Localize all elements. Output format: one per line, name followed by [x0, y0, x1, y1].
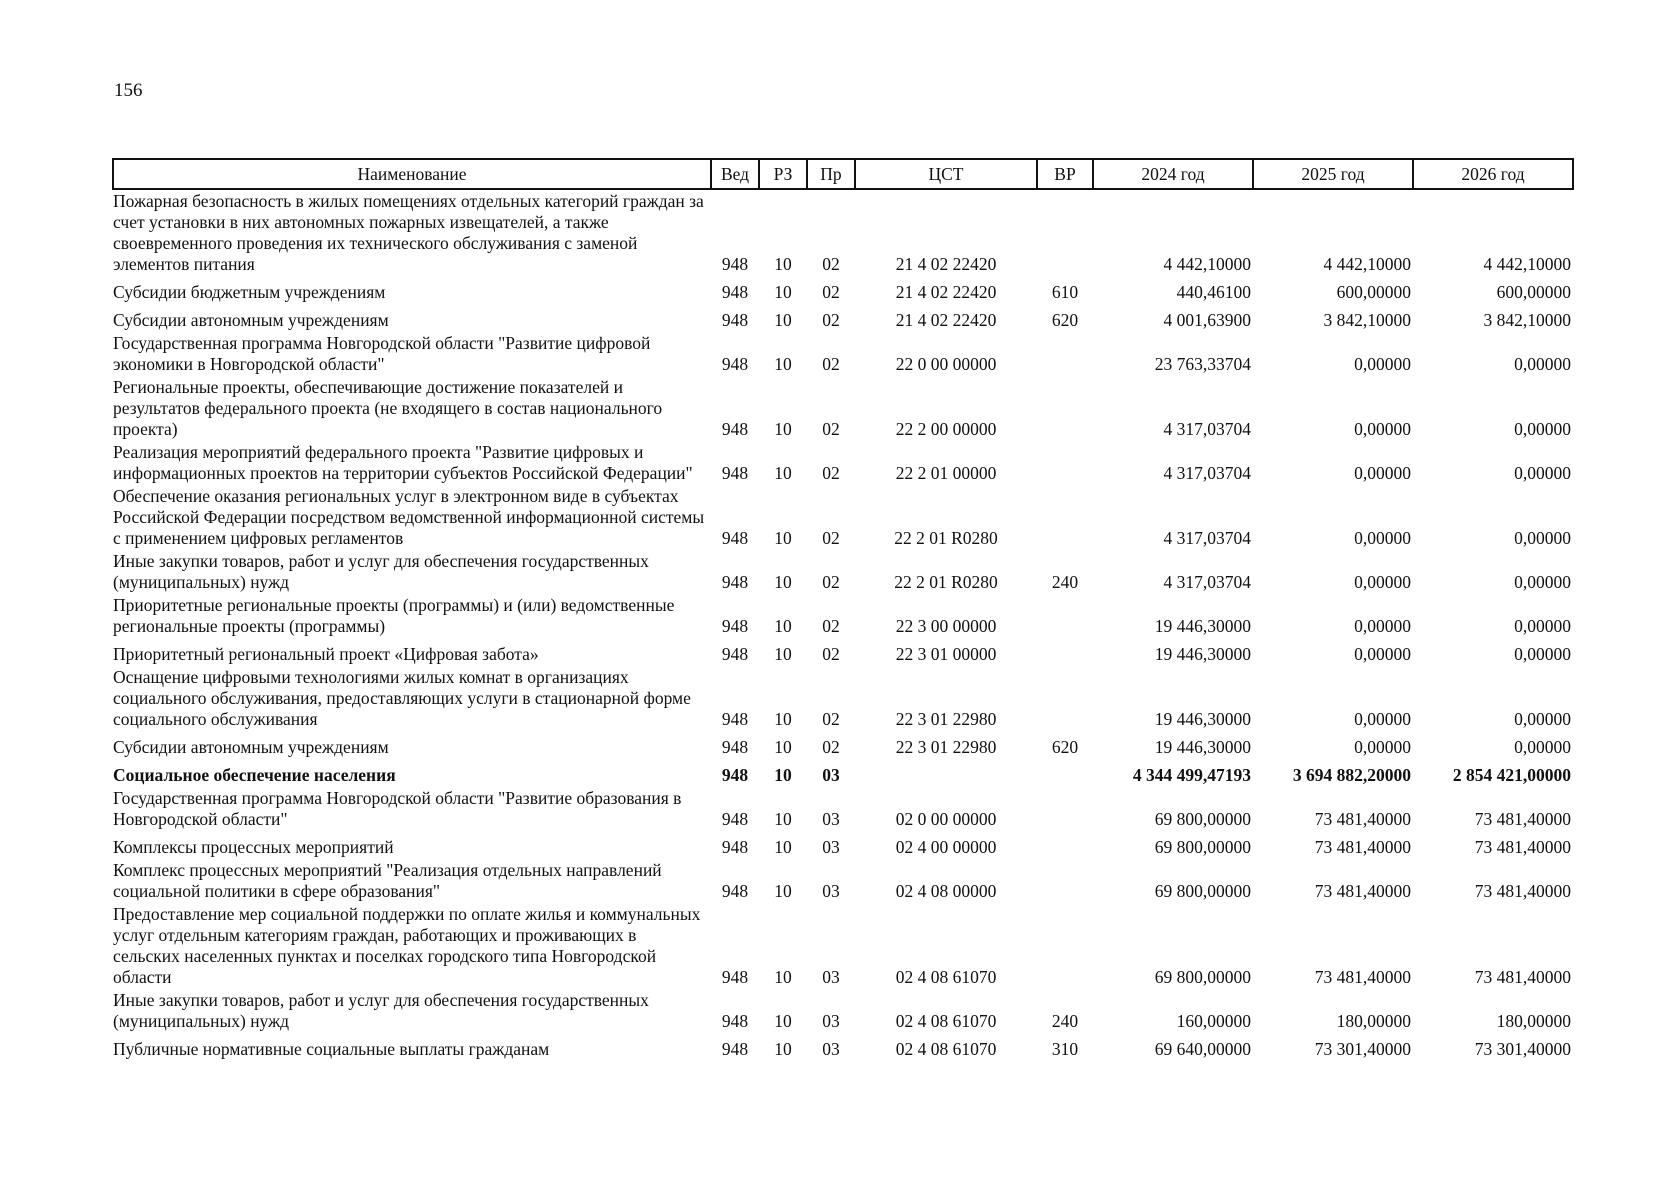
row-2025-cell: 0,00000 [1354, 737, 1411, 757]
table-row [113, 787, 1573, 831]
table-row [113, 759, 1573, 787]
row-cst-cell: 22 3 01 22980 [895, 709, 997, 729]
row-2024-cell: 19 446,30000 [1154, 737, 1251, 757]
row-cst-cell: 02 4 08 61070 [895, 1011, 997, 1031]
row-rz-cell: 10 [774, 254, 792, 274]
row-rz-cell: 10 [774, 419, 792, 439]
row-cst-cell: 22 3 00 00000 [895, 616, 997, 636]
row-cst-cell: 02 0 00 00000 [895, 809, 997, 829]
row-ved-cell: 948 [721, 419, 749, 439]
row-rz-cell: 10 [774, 881, 792, 901]
table-row [113, 276, 1573, 304]
row-ved-cell: 948 [721, 463, 749, 483]
table-row [113, 441, 1573, 485]
row-name-cell: Комплекс процессных мероприятий "Реализация отдельных направлений социальной политики в сфере образования" [113, 860, 662, 901]
table-row [113, 638, 1573, 666]
row-ved-cell: 948 [721, 809, 749, 829]
row-ved-cell: 948 [721, 1011, 749, 1031]
row-rz-cell: 10 [774, 354, 792, 374]
row-2026-cell: 73 481,40000 [1474, 967, 1571, 987]
row-ved-cell: 948 [721, 837, 749, 857]
page-number: 156 [114, 80, 143, 101]
row-2025-cell: 0,00000 [1354, 644, 1411, 664]
row-2025-cell: 600,00000 [1336, 282, 1411, 302]
row-pr-cell: 03 [822, 1011, 840, 1031]
row-rz-cell: 10 [774, 1011, 792, 1031]
row-2025-cell: 3 842,10000 [1323, 310, 1411, 330]
row-2026-cell: 0,00000 [1514, 644, 1571, 664]
row-pr-cell: 02 [822, 310, 840, 330]
row-cst-cell: 22 2 01 R0280 [894, 572, 998, 592]
row-pr-cell: 03 [822, 967, 840, 987]
row-vr-cell [1037, 594, 1093, 638]
row-2025-cell: 73 481,40000 [1314, 809, 1411, 829]
row-2024-cell: 19 446,30000 [1154, 616, 1251, 636]
row-cst-cell: 21 4 02 22420 [895, 254, 997, 274]
header-name: Наименование [113, 159, 711, 189]
row-2026-cell: 0,00000 [1514, 616, 1571, 636]
row-vr-cell [1037, 831, 1093, 859]
row-pr-cell: 02 [822, 572, 840, 592]
row-cst-cell: 21 4 02 22420 [895, 282, 997, 302]
table-row [113, 666, 1573, 731]
row-name-cell: Публичные нормативные социальные выплаты гражданам [113, 1039, 550, 1059]
header-ved: Вед [711, 159, 759, 189]
row-2025-cell: 73 481,40000 [1314, 837, 1411, 857]
row-vr-cell [1037, 903, 1093, 989]
row-vr-cell: 620 [1051, 310, 1079, 330]
row-rz-cell: 10 [774, 765, 792, 785]
table-row [113, 831, 1573, 859]
row-2024-cell: 69 800,00000 [1154, 809, 1251, 829]
row-2024-cell: 23 763,33704 [1154, 354, 1251, 374]
row-name-cell: Приоритетный региональный проект «Цифровая забота» [113, 644, 539, 664]
row-name-cell: Пожарная безопасность в жилых помещениях отдельных категорий граждан за счет установки в них автономных пожарных извещателей, а также своевременного проведения их технического обслуживания с заменой элементов питания [113, 191, 704, 274]
row-pr-cell: 03 [822, 837, 840, 857]
row-pr-cell: 03 [822, 881, 840, 901]
row-ved-cell: 948 [721, 354, 749, 374]
row-ved-cell: 948 [721, 881, 749, 901]
row-rz-cell: 10 [774, 572, 792, 592]
row-ved-cell: 948 [721, 572, 749, 592]
row-pr-cell: 02 [822, 616, 840, 636]
row-2024-cell: 19 446,30000 [1154, 709, 1251, 729]
row-cst-cell: 22 3 01 00000 [895, 644, 997, 664]
table-row [113, 304, 1573, 332]
table-row [113, 731, 1573, 759]
row-vr-cell: 240 [1051, 1011, 1079, 1031]
row-2025-cell: 0,00000 [1354, 709, 1411, 729]
header-2026: 2026 год [1413, 159, 1573, 189]
row-vr-cell [1037, 859, 1093, 903]
table-row [113, 1033, 1573, 1061]
row-2025-cell: 73 481,40000 [1314, 967, 1411, 987]
budget-table [112, 158, 1574, 1061]
row-rz-cell: 10 [774, 644, 792, 664]
row-vr-cell: 620 [1051, 737, 1079, 757]
row-rz-cell: 10 [774, 282, 792, 302]
header-vr: ВР [1037, 159, 1093, 189]
row-2026-cell: 0,00000 [1514, 737, 1571, 757]
table-header-row [113, 159, 1573, 189]
row-2025-cell: 0,00000 [1354, 463, 1411, 483]
row-ved-cell: 948 [721, 310, 749, 330]
row-vr-cell [1037, 485, 1093, 550]
row-2026-cell: 600,00000 [1496, 282, 1571, 302]
row-2026-cell: 73 481,40000 [1474, 809, 1571, 829]
row-cst-cell: 22 0 00 00000 [895, 354, 997, 374]
row-vr-cell: 240 [1051, 572, 1079, 592]
row-rz-cell: 10 [774, 616, 792, 636]
row-2026-cell: 0,00000 [1514, 572, 1571, 592]
row-name-cell: Социальное обеспечение населения [113, 765, 396, 785]
row-name-cell: Иные закупки товаров, работ и услуг для обеспечения государственных (муниципальных) нужд [113, 990, 649, 1031]
row-2026-cell: 0,00000 [1514, 463, 1571, 483]
header-2024: 2024 год [1093, 159, 1253, 189]
row-pr-cell: 02 [822, 282, 840, 302]
row-rz-cell: 10 [774, 1039, 792, 1059]
row-rz-cell: 10 [774, 837, 792, 857]
row-name-cell: Реализация мероприятий федерального проекта "Развитие цифровых и информационных проектов на территории субъектов Российской Федерации" [113, 442, 693, 483]
row-name-cell: Государственная программа Новгородской области "Развитие образования в Новгородской области" [113, 788, 682, 829]
row-2025-cell: 3 694 882,20000 [1292, 765, 1411, 785]
row-name-cell: Субсидии автономным учреждениям [113, 310, 389, 330]
row-name-cell: Обеспечение оказания региональных услуг в электронном виде в субъектах Российской Федерации посредством ведомственной информационной системы с применением цифровых регламентов [113, 486, 705, 548]
row-pr-cell: 03 [822, 1039, 840, 1059]
row-rz-cell: 10 [774, 967, 792, 987]
row-2026-cell: 73 481,40000 [1474, 881, 1571, 901]
row-cst-cell: 22 2 00 00000 [895, 419, 997, 439]
row-pr-cell: 02 [822, 463, 840, 483]
row-name-cell: Субсидии автономным учреждениям [113, 737, 389, 757]
table-row [113, 594, 1573, 638]
row-pr-cell: 02 [822, 354, 840, 374]
row-rz-cell: 10 [774, 310, 792, 330]
row-2026-cell: 73 301,40000 [1474, 1039, 1571, 1059]
row-cst-cell: 02 4 08 61070 [895, 1039, 997, 1059]
row-rz-cell: 10 [774, 809, 792, 829]
row-rz-cell: 10 [774, 463, 792, 483]
row-2025-cell: 0,00000 [1354, 528, 1411, 548]
row-cst-cell: 02 4 00 00000 [895, 837, 997, 857]
row-pr-cell: 03 [822, 765, 840, 785]
row-vr-cell [1037, 787, 1093, 831]
row-2025-cell: 73 301,40000 [1314, 1039, 1411, 1059]
row-2024-cell: 160,00000 [1176, 1011, 1251, 1031]
row-2024-cell: 4 317,03704 [1163, 572, 1251, 592]
row-rz-cell: 10 [774, 737, 792, 757]
row-2024-cell: 4 317,03704 [1163, 419, 1251, 439]
row-ved-cell: 948 [721, 967, 749, 987]
row-name-cell: Комплексы процессных мероприятий [113, 837, 394, 857]
row-cst-cell [855, 759, 1037, 787]
table-row [113, 903, 1573, 989]
row-ved-cell: 948 [721, 282, 749, 302]
row-cst-cell: 21 4 02 22420 [895, 310, 997, 330]
row-pr-cell: 02 [822, 737, 840, 757]
row-2026-cell: 0,00000 [1514, 419, 1571, 439]
row-pr-cell: 02 [822, 644, 840, 664]
row-2024-cell: 4 344 499,47193 [1132, 765, 1251, 785]
row-2024-cell: 4 317,03704 [1163, 528, 1251, 548]
row-ved-cell: 948 [721, 644, 749, 664]
row-pr-cell: 02 [822, 419, 840, 439]
row-2025-cell: 4 442,10000 [1323, 254, 1411, 274]
table-row [113, 376, 1573, 441]
row-ved-cell: 948 [721, 528, 749, 548]
row-rz-cell: 10 [774, 709, 792, 729]
row-name-cell: Предоставление мер социальной поддержки по оплате жилья и коммунальных услуг отдельным категориям граждан, работающих и проживающих в сельских населенных пунктах и поселках городского типа Новгородской области [113, 904, 701, 987]
row-2025-cell: 0,00000 [1354, 616, 1411, 636]
row-vr-cell: 310 [1051, 1039, 1079, 1059]
row-cst-cell: 22 2 01 00000 [895, 463, 997, 483]
row-2024-cell: 69 800,00000 [1154, 881, 1251, 901]
row-vr-cell [1037, 666, 1093, 731]
row-2024-cell: 69 640,00000 [1154, 1039, 1251, 1059]
row-cst-cell: 22 3 01 22980 [895, 737, 997, 757]
row-name-cell: Иные закупки товаров, работ и услуг для обеспечения государственных (муниципальных) нужд [113, 551, 649, 592]
row-2026-cell: 0,00000 [1514, 709, 1571, 729]
row-2025-cell: 0,00000 [1354, 354, 1411, 374]
table-row [113, 989, 1573, 1033]
row-2026-cell: 3 842,10000 [1483, 310, 1571, 330]
header-rz: РЗ [759, 159, 807, 189]
row-2026-cell: 180,00000 [1496, 1011, 1571, 1031]
row-rz-cell: 10 [774, 528, 792, 548]
row-2026-cell: 0,00000 [1514, 354, 1571, 374]
row-2024-cell: 69 800,00000 [1154, 837, 1251, 857]
row-pr-cell: 02 [822, 709, 840, 729]
row-name-cell: Государственная программа Новгородской области "Развитие цифровой экономики в Новгородской области" [113, 333, 651, 374]
row-2025-cell: 180,00000 [1336, 1011, 1411, 1031]
row-ved-cell: 948 [721, 709, 749, 729]
row-pr-cell: 02 [822, 254, 840, 274]
row-2025-cell: 0,00000 [1354, 572, 1411, 592]
row-2024-cell: 69 800,00000 [1154, 967, 1251, 987]
row-cst-cell: 02 4 08 00000 [895, 881, 997, 901]
header-cst: ЦСТ [855, 159, 1037, 189]
row-ved-cell: 948 [721, 254, 749, 274]
row-2024-cell: 19 446,30000 [1154, 644, 1251, 664]
header-2025: 2025 год [1253, 159, 1413, 189]
row-vr-cell: 610 [1051, 282, 1079, 302]
table-row [113, 550, 1573, 594]
budget-table-container [112, 158, 1572, 1061]
row-2024-cell: 4 442,10000 [1163, 254, 1251, 274]
table-row [113, 859, 1573, 903]
row-cst-cell: 02 4 08 61070 [895, 967, 997, 987]
row-pr-cell: 03 [822, 809, 840, 829]
row-name-cell: Оснащение цифровыми технологиями жилых комнат в организациях социального обслуживания, предоставляющих услуги в стационарной форме социального обслуживания [113, 667, 691, 729]
row-2026-cell: 73 481,40000 [1474, 837, 1571, 857]
row-vr-cell [1037, 189, 1093, 276]
row-ved-cell: 948 [721, 737, 749, 757]
row-vr-cell [1037, 441, 1093, 485]
row-name-cell: Субсидии бюджетным учреждениям [113, 282, 386, 302]
row-name-cell: Приоритетные региональные проекты (программы) и (или) ведомственные региональные проекты (программы) [113, 595, 675, 636]
row-2026-cell: 4 442,10000 [1483, 254, 1571, 274]
row-ved-cell: 948 [721, 616, 749, 636]
row-2026-cell: 2 854 421,00000 [1452, 765, 1571, 785]
row-vr-cell [1037, 332, 1093, 376]
header-pr: Пр [807, 159, 855, 189]
row-ved-cell: 948 [721, 765, 749, 785]
row-vr-cell [1037, 376, 1093, 441]
row-cst-cell: 22 2 01 R0280 [894, 528, 998, 548]
row-pr-cell: 02 [822, 528, 840, 548]
row-2025-cell: 73 481,40000 [1314, 881, 1411, 901]
row-name-cell: Региональные проекты, обеспечивающие достижение показателей и результатов федерального проекта (не входящего в состав национального проекта) [113, 377, 663, 439]
row-2024-cell: 440,46100 [1176, 282, 1251, 302]
row-2024-cell: 4 317,03704 [1163, 463, 1251, 483]
table-row [113, 485, 1573, 550]
row-vr-cell [1037, 759, 1093, 787]
row-2026-cell: 0,00000 [1514, 528, 1571, 548]
table-row [113, 189, 1573, 276]
row-vr-cell [1037, 638, 1093, 666]
row-2025-cell: 0,00000 [1354, 419, 1411, 439]
table-body [113, 189, 1573, 1061]
row-2024-cell: 4 001,63900 [1163, 310, 1251, 330]
row-ved-cell: 948 [721, 1039, 749, 1059]
table-row [113, 332, 1573, 376]
